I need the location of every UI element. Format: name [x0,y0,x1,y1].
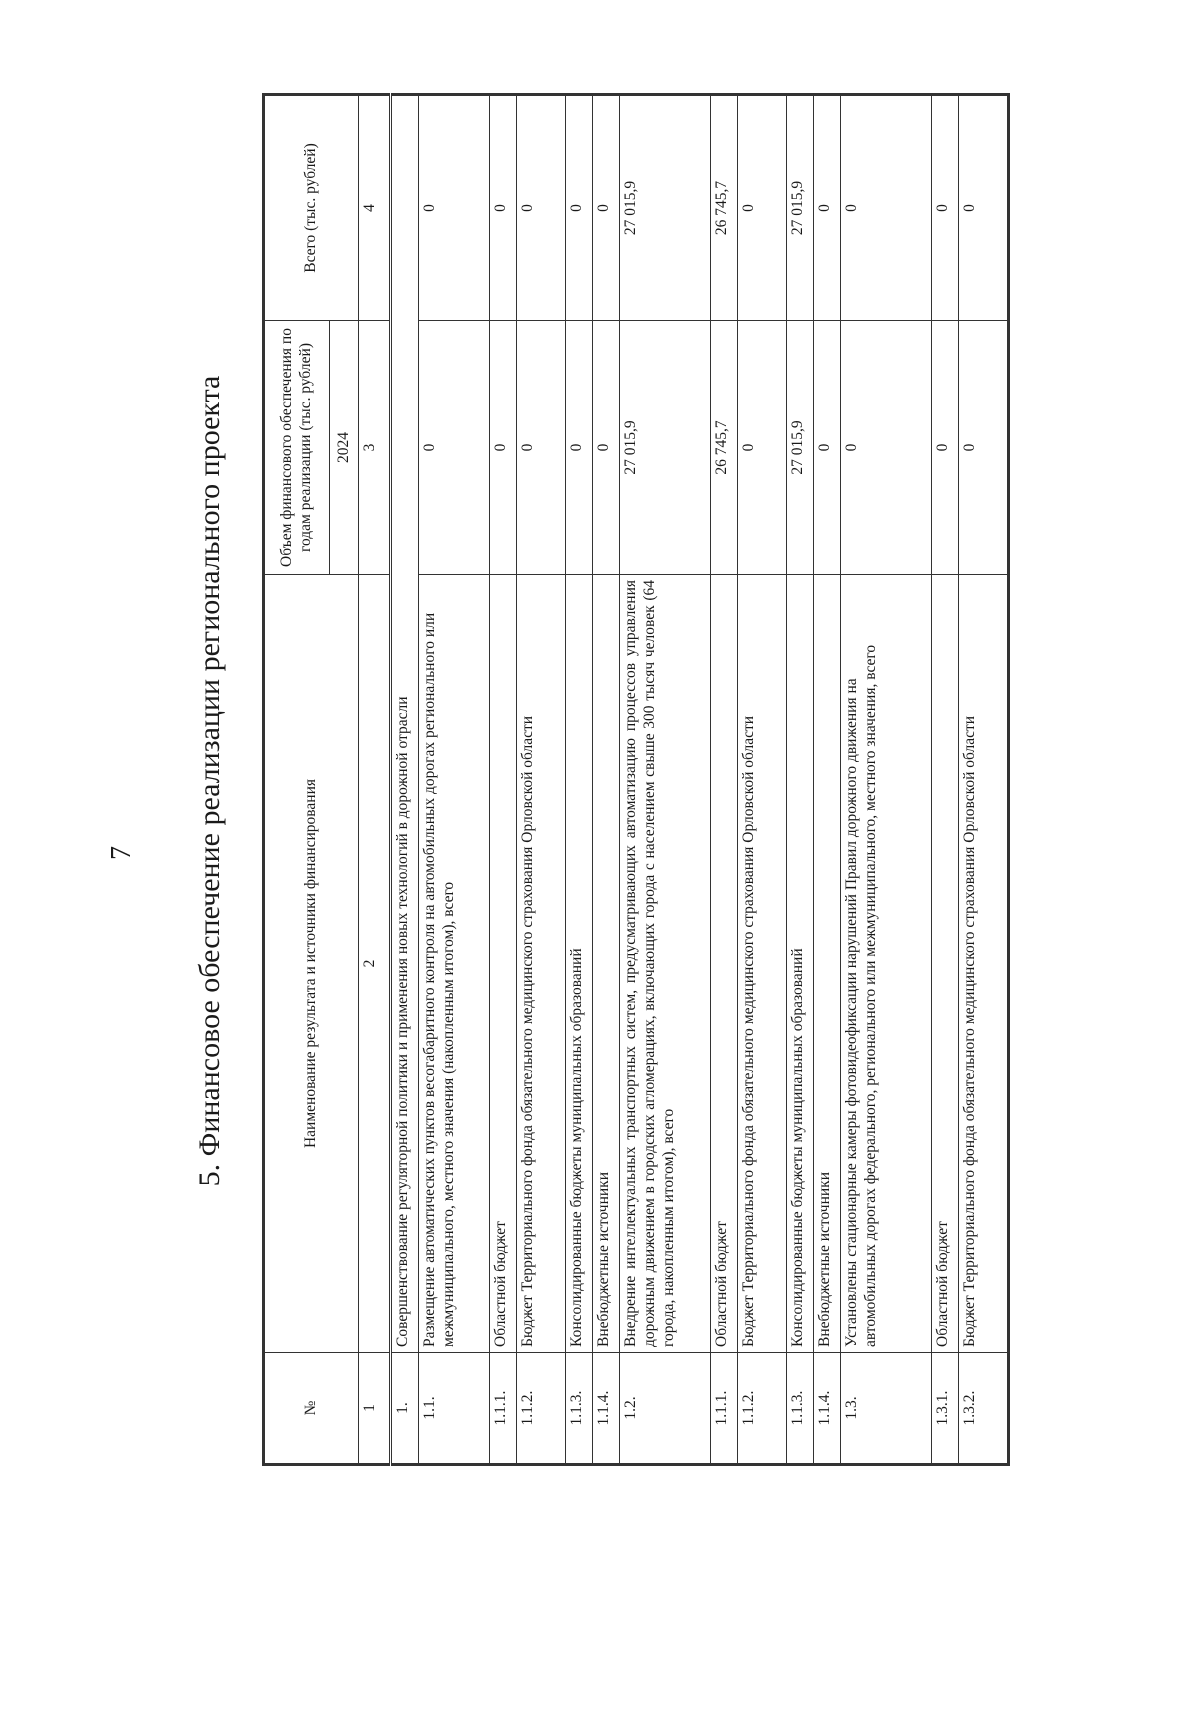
row-name: Областной бюджет [490,575,517,1353]
row-value-total: 0 [566,95,593,321]
document-title: 5. Финансовое обеспечение реализации регионального проекта [193,375,226,1187]
table-row [517,95,566,1465]
row-number: 1.3.2. [959,1353,1009,1465]
row-name: Внедрение интеллектуальных транспортных систем, предусматривающих автоматизацию процессов управления дорожным движением в городских агломерациях, включающих города с населением свыше 300 тысяч человек (64 города, накопленным итогом), всего [620,575,711,1353]
section-title: Совершенствование регуляторной политики и применения новых технологий в дорожной отрасли [391,95,419,1353]
table-row [593,95,620,1465]
row-number: 1.1.3. [566,1353,593,1465]
row-name: Консолидированные бюджеты муниципальных образований [566,575,593,1353]
row-number: 1.1.2. [517,1353,566,1465]
column-number: 3 [359,321,391,575]
table-row [787,95,814,1465]
column-numbers-row [359,95,391,1465]
column-number: 4 [359,95,391,321]
header-number: № [264,1353,359,1465]
row-number: 1.1.4. [814,1353,841,1465]
row-value-2024: 0 [814,321,841,575]
row-value-2024: 27 015,9 [787,321,814,575]
section-row [391,95,419,1465]
row-value-2024: 0 [490,321,517,575]
row-number: 1.1.2. [738,1353,787,1465]
row-value-total: 0 [738,95,787,321]
row-number: 1.1.1. [490,1353,517,1465]
row-value-2024: 0 [932,321,959,575]
row-name: Внебюджетные источники [593,575,620,1353]
row-value-total: 0 [932,95,959,321]
row-name: Установлены стационарные камеры фотовидеофиксации нарушений Правил дорожного движения на автомобильных дорогах федерального, регионального или межмуниципального, местного значения, всего [841,575,932,1353]
row-value-total: 0 [419,95,490,321]
page-number: 7 [106,846,137,860]
table-row [932,95,959,1465]
row-value-total: 0 [490,95,517,321]
rotated-content [186,96,1200,1466]
row-number: 1.3. [841,1353,932,1465]
row-number: 1.3.1. [932,1353,959,1465]
row-value-2024: 27 015,9 [620,321,711,575]
row-name: Размещение автоматических пунктов весогабаритного контроля на автомобильных дорогах регионального или межмуниципального, местного значения (накопленным итогом), всего [419,575,490,1353]
table-row [711,95,738,1465]
row-value-total: 0 [517,95,566,321]
column-number: 2 [359,575,391,1353]
row-value-2024: 0 [593,321,620,575]
row-name: Внебюджетные источники [814,575,841,1353]
header-year: 2024 [330,321,359,575]
row-value-total: 0 [959,95,1009,321]
row-value-2024: 0 [419,321,490,575]
row-value-2024: 0 [959,321,1009,575]
row-value-total: 0 [593,95,620,321]
financing-table [262,93,1010,1466]
row-value-2024: 0 [841,321,932,575]
row-number: 1.1.4. [593,1353,620,1465]
row-name: Бюджет Территориального фонда обязательного медицинского страхования Орловской области [738,575,787,1353]
row-value-2024: 26 745,7 [711,321,738,575]
column-number: 1 [359,1353,391,1465]
row-value-total: 26 745,7 [711,95,738,321]
row-value-2024: 0 [566,321,593,575]
header-total: Всего (тыс. рублей) [264,95,359,321]
row-value-2024: 0 [738,321,787,575]
row-number: 1.1.1. [711,1353,738,1465]
row-name: Бюджет Территориального фонда обязательного медицинского страхования Орловской области [517,575,566,1353]
row-value-2024: 0 [517,321,566,575]
row-value-total: 0 [841,95,932,321]
table-row [419,95,490,1465]
header-row-1 [264,95,330,1465]
table-row [959,95,1009,1465]
row-number: 1.2. [620,1353,711,1465]
row-value-total: 0 [814,95,841,321]
row-name: Бюджет Территориального фонда обязательного медицинского страхования Орловской области [959,575,1009,1353]
row-value-total: 27 015,9 [620,95,711,321]
row-number: 1.1.3. [787,1353,814,1465]
section-number: 1. [391,1353,419,1465]
row-name: Областной бюджет [711,575,738,1353]
header-name: Наименование результата и источники финансирования [264,575,359,1353]
row-name: Консолидированные бюджеты муниципальных образований [787,575,814,1353]
row-value-total: 27 015,9 [787,95,814,321]
table-row [566,95,593,1465]
header-volume: Объем финансового обеспечения по годам реализации (тыс. рублей) [264,321,330,575]
row-number: 1.1. [419,1353,490,1465]
table-row [841,95,932,1465]
table-row [738,95,787,1465]
row-name: Областной бюджет [932,575,959,1353]
table-row [620,95,711,1465]
table-row [490,95,517,1465]
table-row [814,95,841,1465]
